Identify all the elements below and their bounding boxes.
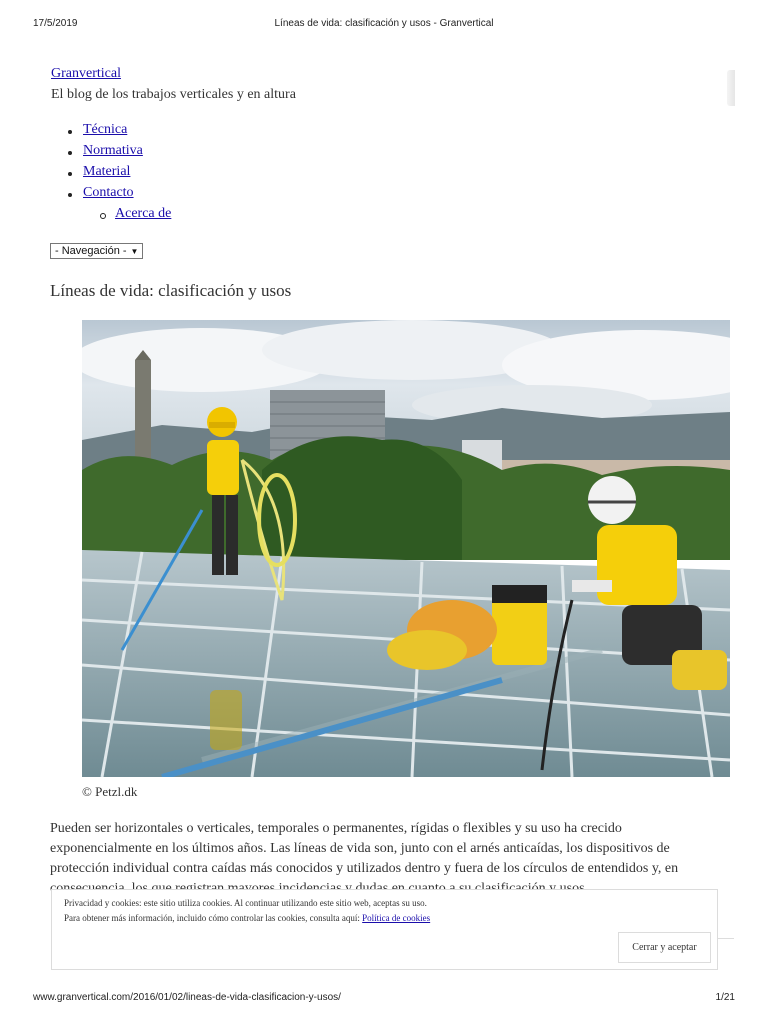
cookie-info-text [64,913,430,923]
nav-item-tecnica [51,122,171,143]
nav-item-normativa [51,143,171,164]
cookie-notice-text: Privacidad y cookies: este sitio utiliza cookies. Al continuar utilizando este sitio web, aceptas su uso. [64,898,427,908]
print-page-number: 1/21 [715,992,735,1003]
site-description: El blog de los trabajos verticales y en altura [51,87,296,102]
nav-link-tecnica[interactable]: Técnica [83,122,128,137]
nav-subitem-acerca-de [83,206,171,227]
cookie-policy-link[interactable]: Política de cookies [362,913,431,923]
floating-widget-edge [727,70,735,106]
nav-link-acerca-de[interactable]: Acerca de [115,206,172,221]
nav-link-normativa[interactable]: Normativa [83,143,143,158]
print-page-title: Líneas de vida: clasificación y usos - Granvertical [274,18,494,29]
image-credit: © Petzl.dk [82,784,138,799]
nav-submenu-container [51,206,171,227]
divider [718,938,734,939]
rooftop-workers-illustration [82,320,730,777]
nav-link-material[interactable]: Material [83,164,131,179]
navigation-select-value: - Navegación - [55,245,127,257]
print-header [0,18,768,32]
nav-submenu [83,206,171,227]
site-title-link[interactable]: Granvertical [51,66,121,81]
cookie-consent-banner [51,889,718,970]
navigation-select[interactable] [50,243,143,259]
post-body-text: Pueden ser horizontales o verticales, temporales o permanentes, rígidas o flexibles y su uso ha crecido exponencialmente en los últimos años. Las líneas de vida son, junto con el arnés anticaídas, los dispositivos de protección individual contra caídas más conocidos y utilizados dentro y fuera de los círculos de entendidos y, en [50,821,679,876]
cookie-info-prefix: Para obtener más información, incluido cómo controlar las cookies, consulta aquí: [64,913,363,923]
chevron-down-icon: ▼ [130,247,139,256]
print-url: www.granvertical.com/2016/01/02/lineas-de-vida-clasificacion-y-usos/ [33,992,341,1003]
nav-link-contacto[interactable]: Contacto [83,185,134,200]
post-featured-image [82,320,730,777]
post-title: Líneas de vida: clasificación y usos [50,281,292,300]
nav-item-material [51,164,171,185]
accept-cookies-button[interactable]: Cerrar y aceptar [618,932,711,963]
main-navigation [51,122,171,227]
print-footer [0,992,768,1006]
nav-item-contacto [51,185,171,206]
print-date: 17/5/2019 [33,18,78,29]
